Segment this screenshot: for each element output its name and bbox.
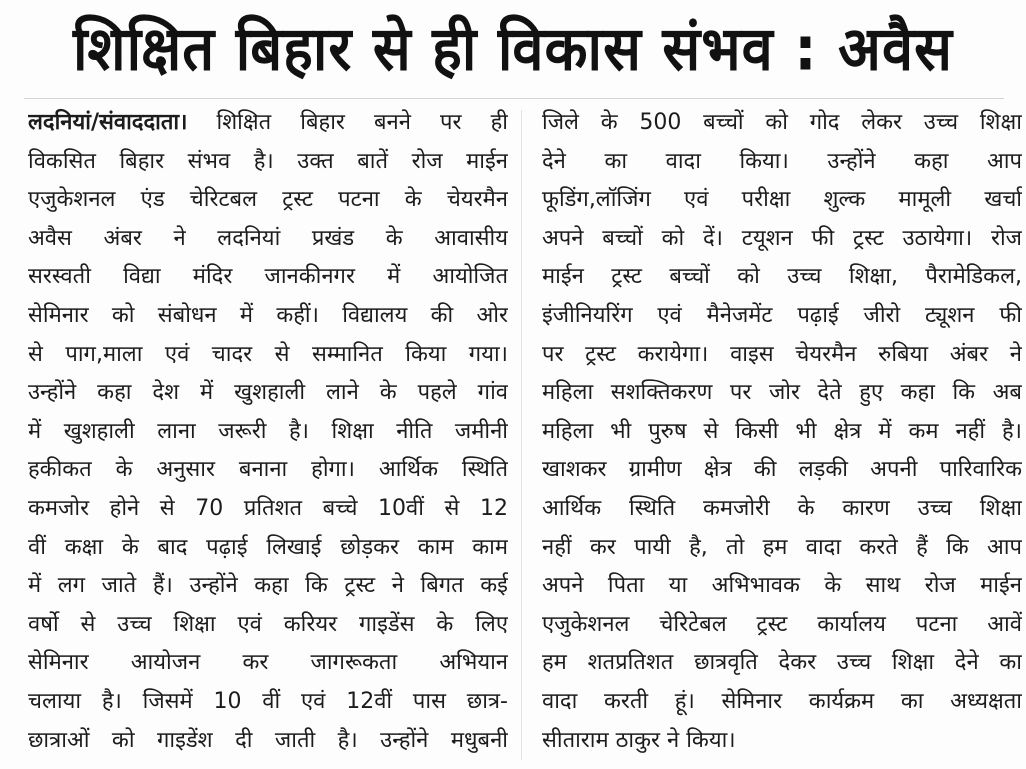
body-line: अपने बच्चों को दें। टयूशन फी ट्रस्ट उठायेगा। रोज: [542, 225, 1022, 251]
body-line: महिला भी पुरुष से किसी भी क्षेत्र में कम नहीं है।: [542, 418, 1022, 444]
body-line-text: शिक्षित बिहार बनने पर ही: [187, 110, 508, 135]
body-line: माईन ट्रस्ट बच्चों को उच्च शिक्षा, पैरामेडिकल,: [542, 264, 1022, 290]
body-line: नहीं कर पायी है, तो हम वादा करते हैं कि आप: [542, 534, 1022, 560]
body-line: खाशकर ग्रामीण क्षेत्र की लड़की अपनी पारिवारिक: [542, 457, 1022, 483]
body-line: में लग जाते हैं। उन्होंने कहा कि ट्रस्ट ने बिगत कई: [28, 573, 508, 599]
column-divider: [521, 110, 522, 760]
headline-rule: [24, 98, 1004, 99]
dateline: लदनियां/संवाददाता।: [28, 110, 188, 135]
body-line: वीं कक्षा के बाद पढ़ाई लिखाई छोड़कर काम काम: [28, 534, 508, 560]
body-line: अपने पिता या अभिभावक के साथ रोज माईन: [542, 573, 1022, 599]
body-line: चलाया है। जिसमें 10 वीं एवं 12वीं पास छात्र-: [28, 688, 508, 714]
body-line: सरस्वती विद्या मंदिर जानकीनगर में आयोजित: [28, 264, 508, 290]
body-line: में खुशहाली लाना जरूरी है। शिक्षा नीति जमीनी: [28, 418, 508, 444]
body-line: [28, 104, 508, 143]
article-headline: शिक्षित बिहार से ही विकास संभव : अवैस: [73, 14, 953, 85]
body-line: पर ट्रस्ट करायेगा। वाइस चेयरमैन रुबिया अंबर ने: [542, 341, 1022, 367]
body-line: कमजोर होने से 70 प्रतिशत बच्चे 10वीं से 12: [28, 495, 508, 521]
body-line: वादा करती हूं। सेमिनार कार्यक्रम का अध्यक्षता: [542, 688, 1022, 714]
body-line: जिले के 500 बच्चों को गोद लेकर उच्च शिक्षा: [542, 110, 1022, 135]
body-line: सेमिनार को संबोधन में कहीं। विद्यालय की ओर: [28, 302, 508, 328]
body-line: सेमिनार आयोजन कर जागरूकता अभियान: [28, 650, 508, 676]
body-line: विकसित बिहार संभव है। उक्त बातें रोज माईन: [28, 148, 508, 174]
body-line: छात्राओं को गाइडेंश दी जाती है। उन्होंने मधुबनी: [28, 727, 508, 753]
body-line: वर्षो से उच्च शिक्षा एवं करियर गाइडेंस के लिए: [28, 611, 508, 637]
article-left-column: [28, 104, 508, 760]
body-line: देने का वादा किया। उन्होंने कहा आप: [542, 148, 1022, 174]
body-line: से पाग,माला एवं चादर से सम्मानित किया गया।: [28, 341, 508, 367]
article-right-column: [542, 104, 1022, 760]
body-line: फूडिंग,लॉजिंग एवं परीक्षा शुल्क मामूली खर्चा: [542, 187, 1022, 213]
body-line: आर्थिक स्थिति कमजोरी के कारण उच्च शिक्षा: [542, 495, 1022, 521]
body-line: अवैस अंबर ने लदनियां प्रखंड के आवासीय: [28, 225, 508, 251]
body-line: एजुकेशनल एंड चेरिटबल ट्रस्ट पटना के चेयरमैन: [28, 187, 508, 213]
body-line: उन्होंने कहा देश में खुशहाली लाने के पहले गांव: [28, 380, 508, 406]
body-line: हम शतप्रतिशत छात्रवृति देकर उच्च शिक्षा देने का: [542, 650, 1022, 676]
body-line: इंजीनियरिंग एवं मैनेजमेंट पढ़ाई जीरो ट्यूशन फी: [542, 302, 1022, 328]
body-line: महिला सशक्तिकरण पर जोर देते हुए कहा कि अब: [542, 380, 1022, 406]
body-line: एजुकेशनल चेरिटेबल ट्रस्ट कार्यालय पटना आवें: [542, 611, 1022, 637]
body-line: सीताराम ठाकुर ने किया।: [542, 727, 736, 753]
body-line: हकीकत के अनुसार बनाना होगा। आर्थिक स्थिति: [28, 457, 508, 483]
